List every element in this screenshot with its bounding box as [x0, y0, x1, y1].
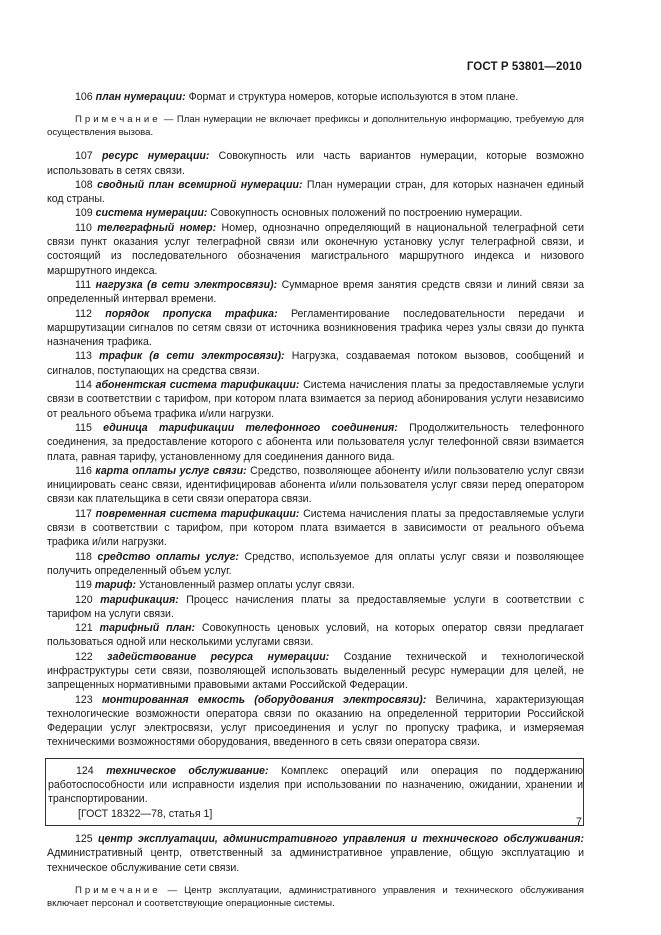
entry-term: план нумерации:: [95, 91, 186, 103]
entry-term: монтированная емкость (оборудования электросвязи):: [101, 693, 427, 706]
entry-definition: Создание технической и технологической инфраструктуры сети связи, позволяющей использовать выделенный ресурс нумерации для целей, не запрещенных нормативными правовыми актами Российской Федерации.: [47, 650, 584, 692]
entry-number: 112: [75, 307, 92, 320]
term-entry-118: [47, 550, 584, 579]
term-entry-116: [47, 464, 584, 507]
term-entry-108: [47, 178, 584, 207]
entry-term: порядок пропуска трафика:: [105, 307, 278, 320]
entry-definition: Совокупность ценовых условий, на которых оператор связи предлагает пользоваться одной или несколькими услугами связи.: [47, 622, 584, 649]
entry-number: 106: [75, 91, 93, 103]
entry-definition: Средство, позволяющее абоненту и/или пользователю услуг связи инициировать сеанс связи, идентифицировав абонента и/или пользователя услуг связи перед оператором связи как плательщика в сети связи оператора связи.: [47, 464, 584, 506]
term-entry-121: [47, 621, 584, 650]
entry-number: 109: [75, 207, 93, 220]
entry-definition: Суммарное время занятия средств связи и линий связи за определенный интервал времени.: [47, 278, 584, 306]
term-entry-123: [47, 693, 584, 750]
entry-number: 118: [75, 550, 92, 563]
note-text: — Центр эксплуатации, административного управления и технического обслуживания включает персонал и соответствующие операционные системы.: [47, 884, 584, 909]
entry-definition: План нумерации стран, для которых назначен единый код страны.: [47, 178, 584, 206]
entry-term: тариф:: [94, 579, 136, 592]
term-entry-124: [48, 764, 583, 807]
entry-definition: Совокупность или часть вариантов нумерации, которые возможно использовать в сетях связи.: [47, 150, 584, 177]
entry-number: 108: [75, 178, 93, 191]
term-entry-125: [47, 832, 584, 875]
entry-number: 107: [75, 150, 93, 163]
entry-number: 120: [75, 593, 93, 606]
entry-number: 116: [75, 464, 92, 477]
term-entry-119: [47, 578, 584, 592]
note-label: Примечание: [75, 114, 161, 126]
entry-number: 117: [75, 507, 92, 520]
entry-number: 124: [76, 764, 94, 777]
entry-term: единица тарификации телефонного соединения:: [103, 421, 398, 434]
entry-definition: Система начисления платы за предоставляемые услуги связи в соответствии с тарифом, при котором плата взимается за период абонирования услуги независимо от реального объема трафика и/или нагрузки.: [47, 379, 584, 420]
term-entry-113: [47, 349, 584, 378]
source-reference: [ГОСТ 18322—78, статья 1]: [78, 807, 213, 820]
entry-term: трафик (в сети электросвязи):: [99, 350, 285, 363]
entry-term: нагрузка (в сети электросвязи):: [95, 278, 278, 291]
entry-term: абонентская система тарификации:: [95, 379, 300, 392]
entry-definition: Система начисления платы за предоставляемые услуги связи в соответствии с тарифом, при котором плата взимается в зависимости от реального объема трафика и/или нагрузки.: [47, 507, 585, 549]
entry-definition: Формат и структура номеров, которые используются в этом плане.: [185, 91, 519, 103]
entry-number: 115: [75, 421, 92, 434]
entry-term: средство оплаты услуг:: [97, 550, 239, 563]
entry-term: ресурс нумерации:: [101, 150, 210, 163]
term-entry-120: [47, 593, 584, 622]
entry-definition: Величина, характеризующая технологические возможности оператора связи по оказанию на определенной территории Российской Федерации услуг электросвязи, услуг присоединения и услуг по пропуску трафика, и измеряемая техническими возможностями оборудования, введенного в сеть связи оператора связи.: [47, 693, 584, 749]
entry-number: 111: [75, 278, 92, 291]
note-label: Примечание: [75, 884, 161, 896]
entry-term: сводный план всемирной нумерации:: [97, 178, 303, 191]
entry-term: тарификация:: [100, 593, 179, 606]
entry-term: центр эксплуатации, административного управления и технического обслуживания:: [98, 832, 584, 845]
document-body: [47, 90, 584, 920]
entry-term: повременная система тарификации:: [95, 507, 300, 520]
entry-definition: Установленный размер оплаты услуг связи.: [136, 579, 355, 592]
entry-term: техническое обслуживание:: [106, 764, 269, 777]
note-text: — План нумерации не включает префиксы и дополнительную информацию, требуемую для осуществления вызова.: [47, 114, 584, 139]
entry-definition: Номер, однозначно определяющий в национальной телеграфной сети связи пункт оказания услуг телеграфной связи или оконечную установку услуг телеграфной связи, и состоящий из последовательного обозначения магистрального маршрутного индекса и низового маршрутного индекса.: [47, 221, 585, 277]
entry-number: 123: [75, 693, 93, 706]
entry-definition: Нагрузка, создаваемая потоком вызовов, сообщений и сигналов, поступающих на средства связи.: [47, 350, 584, 377]
entry-number: 119: [75, 579, 92, 592]
term-entry-122: [47, 650, 584, 693]
entry-term: телеграфный номер:: [97, 221, 217, 234]
entry-number: 110: [75, 221, 92, 234]
note-106: [47, 113, 584, 139]
entry-number: 125: [75, 832, 93, 845]
entry-term: тарифный план:: [99, 622, 196, 635]
page-number: 7: [576, 816, 582, 828]
entry-definition: Средство, используемое для оплаты услуг связи и позволяющее получить определенный объем услуг.: [47, 550, 584, 577]
entry-number: 114: [75, 379, 92, 392]
term-entry-110: [47, 221, 584, 278]
entry-term: задействование ресурса нумерации:: [107, 650, 330, 663]
entry-definition: Совокупность основных положений по построению нумерации.: [207, 207, 523, 220]
term-entry-106: [47, 90, 584, 104]
entry-definition: Регламентирование последовательности передачи и маршрутизации сигналов по сетям связи от источника возникновения трафика через узлы связи до пункта назначения трафика.: [47, 307, 584, 349]
term-entry-109: [47, 206, 584, 220]
entry-term: карта оплаты услуг связи:: [95, 464, 247, 477]
term-entry-114: [47, 378, 584, 421]
entry-definition: Комплекс операций или операция по поддержанию работоспособности или исправности изделия при использовании по назначению, ожидании, хранении и транспортировании.: [48, 764, 583, 806]
framed-entry-124: [45, 758, 584, 826]
entry-definition: Продолжительность телефонного соединения, за предоставление которого с абонента или пользователя услуг телефонной связи взимается плата, равная тарифу, установленному для соединения данного вида.: [47, 421, 585, 463]
entry-definition: Процесс начисления платы за предоставляемые услуги в соответствии с тарифом на услуги связи.: [47, 593, 584, 620]
entry-term: система нумерации:: [95, 207, 208, 220]
note-125: [47, 884, 584, 910]
term-entry-117: [47, 507, 584, 550]
document-designation: ГОСТ Р 53801—2010: [466, 61, 582, 73]
term-entry-115: [47, 421, 584, 464]
term-entry-111: [47, 278, 584, 307]
term-entry-112: [47, 307, 584, 350]
entry-number: 113: [75, 350, 92, 363]
term-entry-107: [47, 149, 584, 178]
entry-definition: Административный центр, ответственный за административное управление, общую эксплуатацию и техническое обслуживание сети связи.: [47, 847, 584, 874]
entry-number: 122: [75, 650, 93, 663]
entry-number: 121: [75, 622, 93, 635]
